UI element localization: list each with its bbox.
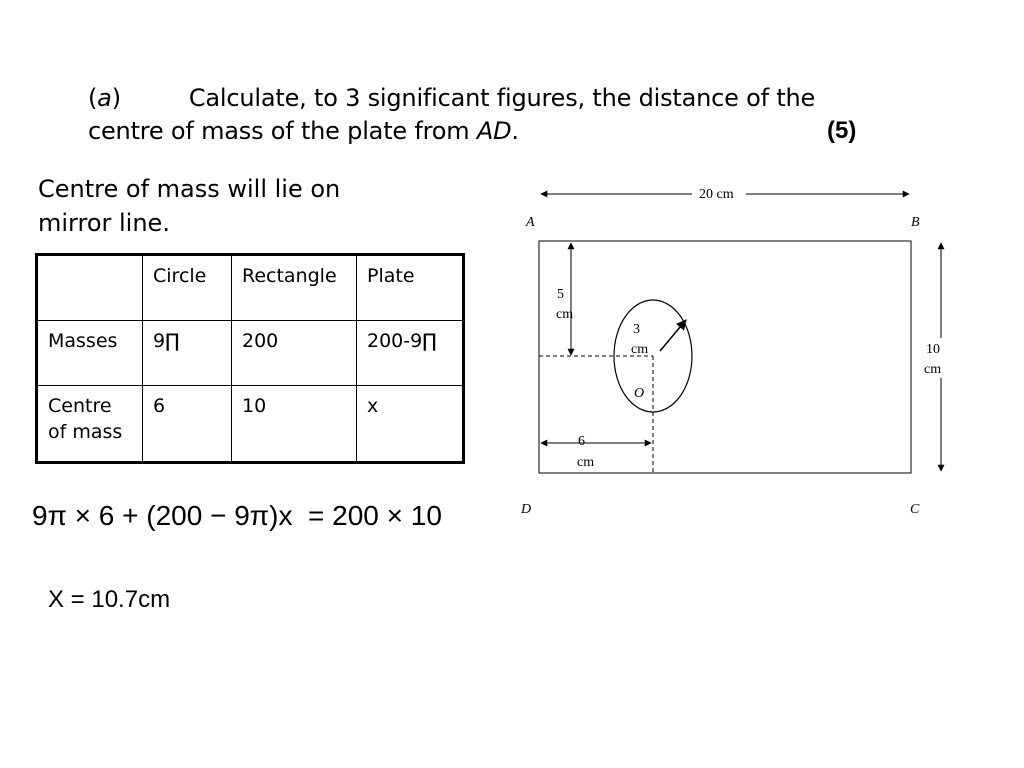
note-line-1: Centre of mass will lie on bbox=[38, 175, 341, 203]
table-header-cell: Plate bbox=[357, 255, 464, 321]
centre-o: O bbox=[634, 386, 645, 401]
table-cell: Masses bbox=[37, 321, 143, 386]
r3-label-unit: cm bbox=[631, 342, 649, 357]
question-text-1: Calculate, to 3 significant figures, the distance of the bbox=[188, 84, 816, 112]
question-period: . bbox=[511, 117, 519, 145]
corner-c: C bbox=[910, 502, 920, 517]
r3-label-num: 3 bbox=[633, 322, 640, 337]
question-text-2: centre of mass of the plate from bbox=[88, 117, 477, 145]
table-cell: 6 bbox=[143, 386, 232, 463]
question-part: a bbox=[97, 84, 112, 112]
height-label-num: 10 bbox=[926, 342, 940, 357]
table-cell: 200 bbox=[232, 321, 357, 386]
plate-rectangle bbox=[539, 241, 911, 473]
marks: (5) bbox=[827, 117, 857, 144]
d5-label-unit: cm bbox=[556, 307, 574, 322]
width-label: 20 cm bbox=[699, 187, 734, 202]
corner-d: D bbox=[521, 502, 532, 517]
table-cell: 10 bbox=[232, 386, 357, 463]
table-cell: 9∏ bbox=[143, 321, 232, 386]
table-cell: Centre of mass bbox=[37, 386, 143, 463]
question-line-1: (a) Calculate, to 3 significant figures, the distance of the bbox=[88, 84, 816, 112]
edge-ad: AD bbox=[476, 117, 512, 145]
table-cell: 200-9∏ bbox=[357, 321, 464, 386]
table-header-cell: Rectangle bbox=[232, 255, 357, 321]
corner-b: B bbox=[911, 215, 920, 230]
radius-arrow bbox=[660, 320, 686, 351]
height-label-unit: cm bbox=[924, 362, 942, 377]
d6-label-num: 6 bbox=[578, 434, 585, 449]
answer: X = 10.7cm bbox=[48, 586, 171, 613]
d5-label-num: 5 bbox=[557, 287, 564, 302]
table-cell: x bbox=[357, 386, 464, 463]
table-header-cell: Circle bbox=[143, 255, 232, 321]
d6-label-unit: cm bbox=[577, 455, 595, 470]
equation-lhs: 9π × 6 + (200 − 9π)x bbox=[32, 500, 293, 531]
equation-rhs: = 200 × 10 bbox=[308, 500, 442, 531]
corner-a: A bbox=[526, 215, 535, 230]
note-line-2: mirror line. bbox=[38, 209, 170, 237]
